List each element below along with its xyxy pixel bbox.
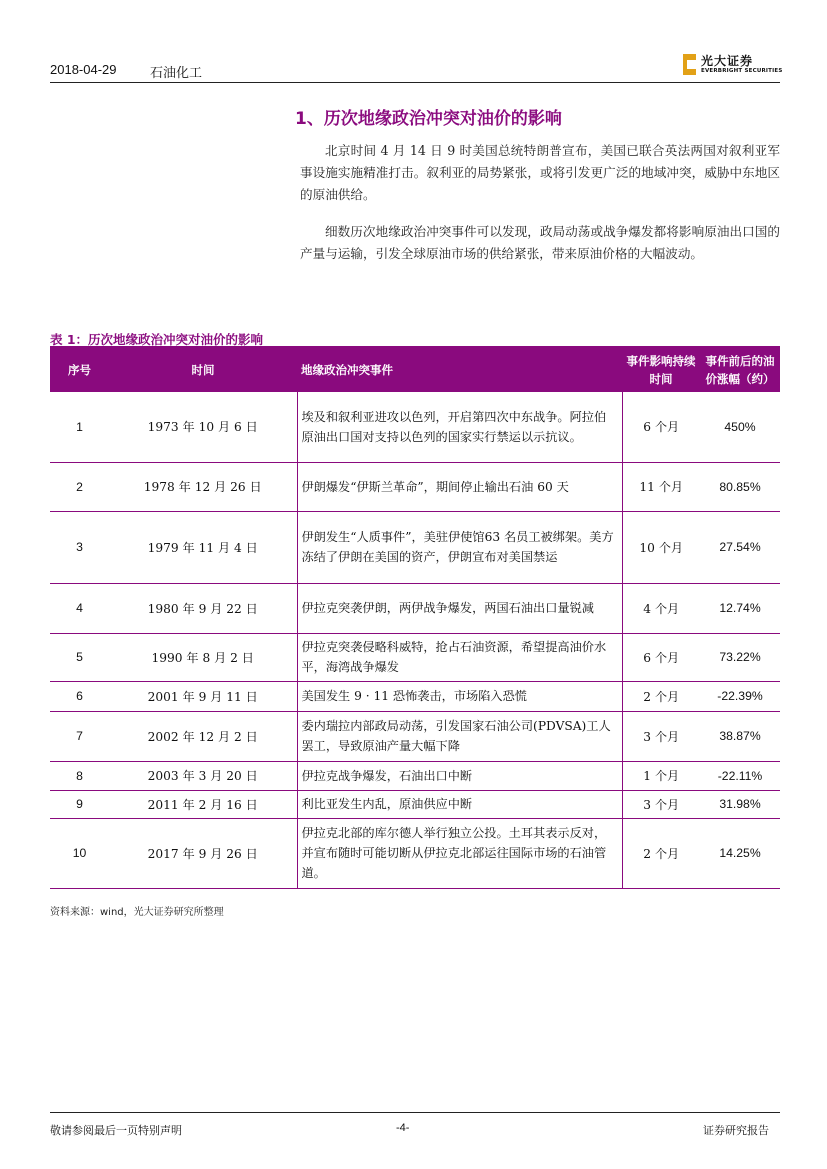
cell-no: 2 xyxy=(50,462,109,511)
col-header-event: 地缘政治冲突事件 xyxy=(297,347,622,392)
cell-duration: 4 个月 xyxy=(622,583,700,633)
cell-time: 1973 年 10 月 6 日 xyxy=(109,392,297,462)
cell-duration: 6 个月 xyxy=(622,392,700,462)
body-paragraph: 北京时间 4 月 14 日 9 时美国总统特朗普宣布，美国已联合英法两国对叙利亚军事设施实施精准打击。叙利亚的局势紧张，或将引发更广泛的地域冲突，威胁中东地区的原油供给。 xyxy=(300,143,780,202)
cell-no: 8 xyxy=(50,761,109,790)
cell-change: 38.87% xyxy=(700,711,780,761)
body-paragraph: 细数历次地缘政治冲突事件可以发现，政局动荡或战争爆发都将影响原油出口国的产量与运输，引发全球原油市场的供给紧张，带来原油价格的大幅波动。 xyxy=(300,224,780,261)
cell-time: 1978 年 12 月 26 日 xyxy=(109,462,297,511)
cell-no: 7 xyxy=(50,711,109,761)
cell-event: 美国发生 9 · 11 恐怖袭击，市场陷入恐慌 xyxy=(297,681,622,711)
cell-no: 9 xyxy=(50,790,109,818)
cell-time: 2002 年 12 月 2 日 xyxy=(109,711,297,761)
table-row xyxy=(50,392,780,462)
cell-duration: 2 个月 xyxy=(622,681,700,711)
table-row xyxy=(50,583,780,633)
table-row xyxy=(50,511,780,583)
table-source-note: 资料来源：wind，光大证券研究所整理 xyxy=(50,907,224,918)
page-number: -4- xyxy=(396,1122,410,1134)
cell-duration: 1 个月 xyxy=(622,761,700,790)
table-row xyxy=(50,790,780,818)
section-title: 1、历次地缘政治冲突对油价的影响 xyxy=(295,109,562,129)
table-row xyxy=(50,633,780,681)
cell-time: 1990 年 8 月 2 日 xyxy=(109,633,297,681)
cell-change: 80.85% xyxy=(700,462,780,511)
cell-event: 利比亚发生内乱，原油供应中断 xyxy=(297,790,622,818)
table-row xyxy=(50,681,780,711)
cell-time: 1979 年 11 月 4 日 xyxy=(109,511,297,583)
cell-change: 73.22% xyxy=(700,633,780,681)
logo-name-en: EVERBRIGHT SECURITIES xyxy=(701,68,783,74)
cell-time: 1980 年 9 月 22 日 xyxy=(109,583,297,633)
table-row xyxy=(50,462,780,511)
cell-event: 伊拉克北部的库尔德人举行独立公投。土耳其表示反对，并宣布随时可能切断从伊拉克北部运往国际市场的石油管道。 xyxy=(297,818,622,888)
table-row xyxy=(50,711,780,761)
cell-event: 伊拉克战争爆发，石油出口中断 xyxy=(297,761,622,790)
events-table xyxy=(50,347,780,889)
col-header-change: 事件前后的油价涨幅（约） xyxy=(700,347,780,392)
cell-change: -22.11% xyxy=(700,761,780,790)
cell-time: 2001 年 9 月 11 日 xyxy=(109,681,297,711)
cell-event: 伊朗爆发“伊斯兰革命”，期间停止输出石油 60 天 xyxy=(297,462,622,511)
table-header-row xyxy=(50,347,780,392)
cell-time: 2017 年 9 月 26 日 xyxy=(109,818,297,888)
cell-change: 31.98% xyxy=(700,790,780,818)
company-logo xyxy=(683,52,783,78)
cell-no: 5 xyxy=(50,633,109,681)
report-date: 2018-04-29 xyxy=(50,62,117,77)
cell-no: 10 xyxy=(50,818,109,888)
cell-event: 埃及和叙利亚进攻以色列，开启第四次中东战争。阿拉伯原油出口国对支持以色列的国家实行禁运以示抗议。 xyxy=(297,392,622,462)
cell-no: 3 xyxy=(50,511,109,583)
footer-report-type: 证券研究报告 xyxy=(703,1124,769,1137)
cell-event: 伊朗发生“人质事件”，美驻伊使馆63 名员工被绑架。美方冻结了伊朗在美国的资产，伊朗宣布对美国禁运 xyxy=(297,511,622,583)
cell-event: 伊拉克突袭伊朗，两伊战争爆发，两国石油出口量锐减 xyxy=(297,583,622,633)
cell-event: 委内瑞拉内部政局动荡，引发国家石油公司(PDVSA)工人罢工，导致原油产量大幅下降 xyxy=(297,711,622,761)
cell-change: 14.25% xyxy=(700,818,780,888)
footer-disclaimer: 敬请参阅最后一页特别声明 xyxy=(50,1124,182,1137)
cell-no: 4 xyxy=(50,583,109,633)
table-row xyxy=(50,818,780,888)
table-row xyxy=(50,761,780,790)
col-header-no: 序号 xyxy=(50,347,109,392)
col-header-time: 时间 xyxy=(109,347,297,392)
cell-time: 2003 年 3 月 20 日 xyxy=(109,761,297,790)
cell-no: 1 xyxy=(50,392,109,462)
cell-change: -22.39% xyxy=(700,681,780,711)
header-divider xyxy=(50,82,780,83)
cell-duration: 3 个月 xyxy=(622,711,700,761)
cell-change: 12.74% xyxy=(700,583,780,633)
report-sector: 石油化工 xyxy=(150,66,203,81)
footer-divider xyxy=(50,1112,780,1113)
cell-duration: 6 个月 xyxy=(622,633,700,681)
logo-mark-icon xyxy=(683,54,696,75)
col-header-duration: 事件影响持续时间 xyxy=(622,347,700,392)
cell-change: 27.54% xyxy=(700,511,780,583)
cell-event: 伊拉克突袭侵略科威特，抢占石油资源，希望提高油价水平，海湾战争爆发 xyxy=(297,633,622,681)
cell-duration: 10 个月 xyxy=(622,511,700,583)
cell-time: 2011 年 2 月 16 日 xyxy=(109,790,297,818)
logo-name-cn: 光大证券 xyxy=(701,54,754,68)
cell-duration: 2 个月 xyxy=(622,818,700,888)
table-caption: 表 1：历次地缘政治冲突对油价的影响 xyxy=(50,332,264,347)
cell-no: 6 xyxy=(50,681,109,711)
cell-change: 450% xyxy=(700,392,780,462)
cell-duration: 3 个月 xyxy=(622,790,700,818)
cell-duration: 11 个月 xyxy=(622,462,700,511)
